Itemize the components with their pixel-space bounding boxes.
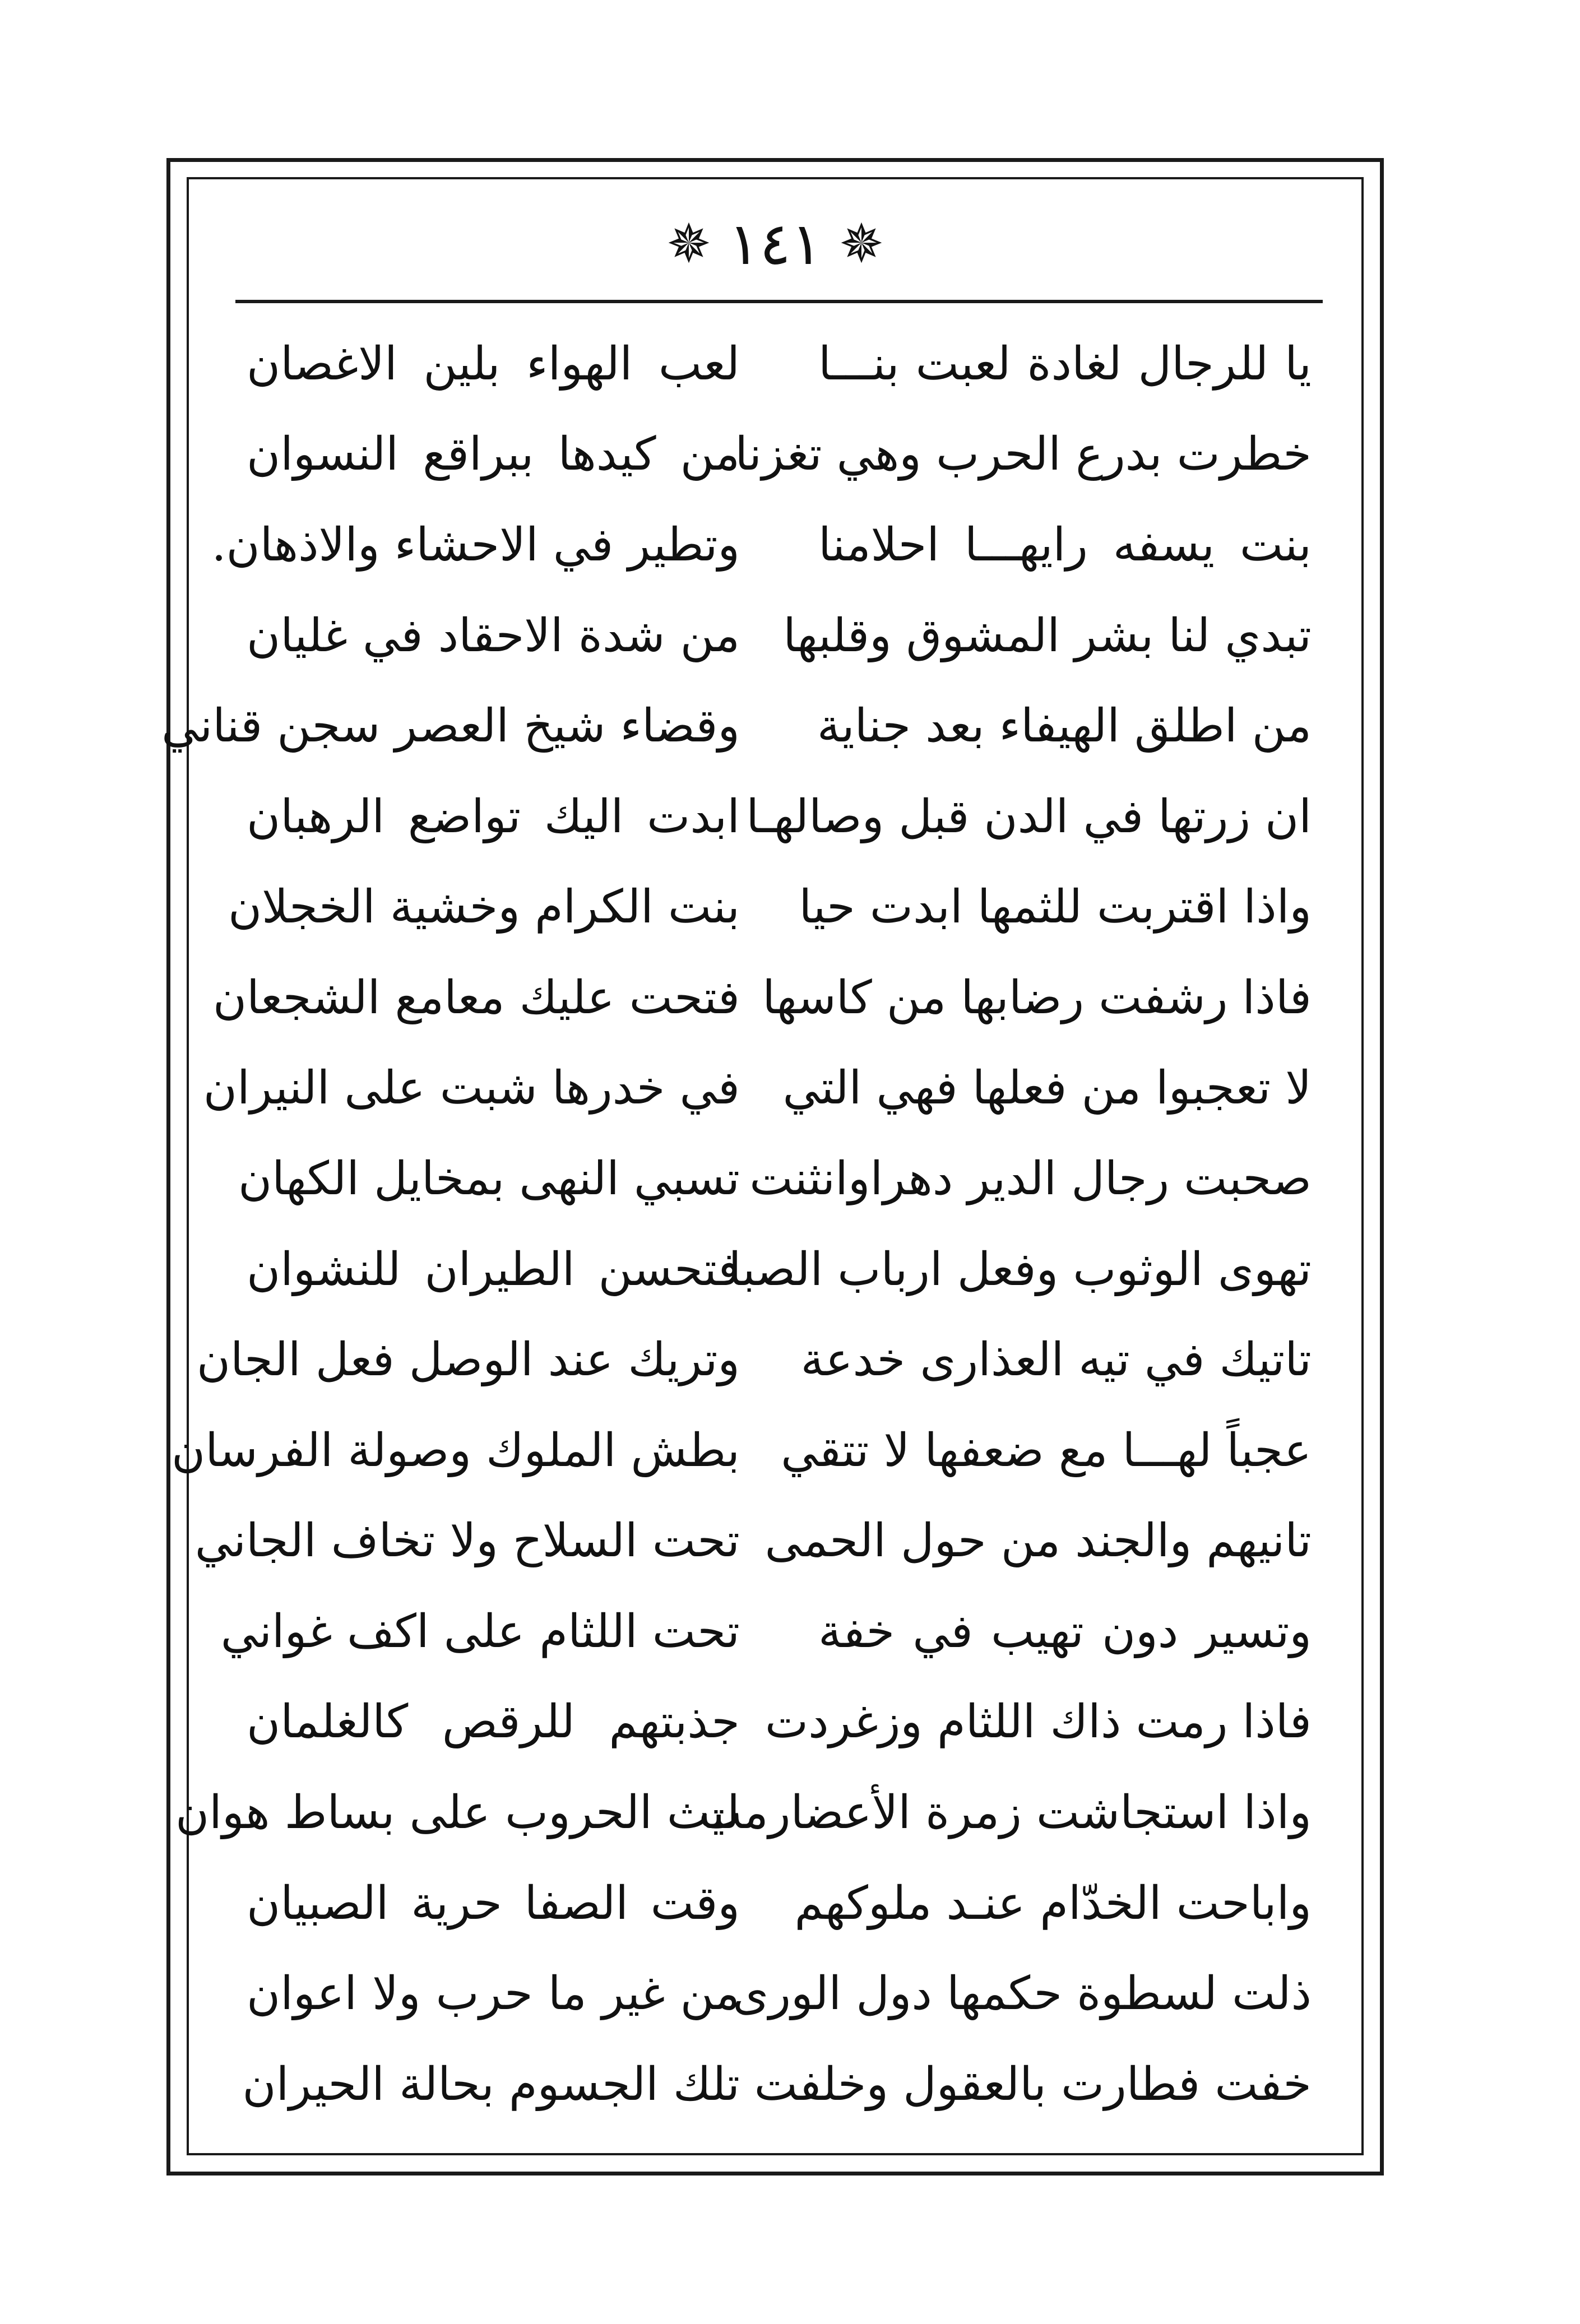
- verse-first-hemistich: تبدي لنا بشر المشوق وقلبها: [783, 609, 1312, 662]
- verse-first-hemistich: صحبت رجال الدير دهراوانثنت: [749, 1152, 1312, 1205]
- verse-second-hemistich: وتريك عند الوصل فعل الجان: [196, 1333, 740, 1387]
- ornament-right-icon: ✵: [838, 212, 884, 275]
- verse-first-hemistich: يا للرجال لغادة لعبت بنـــا: [818, 337, 1312, 391]
- verse-line: [247, 325, 1312, 403]
- verse-first-hemistich: فاذا رشفت رضابها من كاسها: [762, 971, 1312, 1024]
- verse-line: [171, 1412, 1312, 1490]
- verse-second-hemistich: فتحسن الطيران للنشوان: [247, 1242, 740, 1296]
- verse-line: [247, 597, 1312, 675]
- verse-first-hemistich: واذا اقتربت للثمها ابدت حيا: [799, 880, 1312, 934]
- verse-line: [161, 687, 1312, 766]
- verse-line: [247, 1231, 1312, 1309]
- verse-line: [238, 1140, 1312, 1218]
- verse-second-hemistich: بطش الملوك وصولة الفرسان: [171, 1423, 740, 1477]
- page-number: ١٤١: [728, 210, 822, 278]
- verse-second-hemistich: وقضاء شيخ العصر سجن قناني: [161, 699, 740, 753]
- poem-body: [161, 325, 1312, 2124]
- ornament-left-icon: ✵: [666, 212, 712, 275]
- verse-first-hemistich: ان زرتها في الدن قبل وصالهـا: [746, 790, 1312, 843]
- verse-line: [247, 1864, 1312, 1943]
- verse-line: [247, 1683, 1312, 1762]
- verse-first-hemistich: تهوى الوثوب وفعل ارباب الصبا: [728, 1242, 1312, 1296]
- verse-first-hemistich: بنت يسفه رايهـــا احلامنا: [818, 518, 1312, 572]
- verse-line: [212, 959, 1312, 1037]
- verse-second-hemistich: تسبي النهى بمخايل الكهان: [238, 1152, 740, 1205]
- verse-first-hemistich: تانيهم والجند من حول الحمى: [764, 1514, 1312, 1568]
- verse-second-hemistich: تحت اللثام على اكف غواني: [220, 1604, 740, 1658]
- verse-line: [211, 506, 1312, 585]
- verse-first-hemistich: خطرت بدرع الحرب وهي تغزنا: [735, 428, 1312, 481]
- verse-first-hemistich: خفت فطارت بالعقول وخلفت: [754, 2057, 1312, 2111]
- verse-first-hemistich: عجباً لهـــا مع ضعفها لا تتقي: [781, 1423, 1312, 1477]
- verse-line: [247, 1955, 1312, 2033]
- verse-first-hemistich: تاتيك في تيه العذارى خدعة: [800, 1333, 1312, 1387]
- verse-second-hemistich: ليث الحروب على بساط هوان: [175, 1786, 740, 1840]
- verse-line: [220, 1593, 1312, 1671]
- verse-second-hemistich: فتحت عليك معامع الشجعان: [212, 971, 740, 1024]
- verse-second-hemistich: لعب الهواء بلين الاغصان: [247, 337, 740, 391]
- verse-first-hemistich: وتسير دون تهيب في خفة: [818, 1604, 1312, 1658]
- header-divider: [235, 300, 1323, 303]
- verse-second-hemistich: من شدة الاحقاد في غليان: [247, 609, 740, 662]
- verse-second-hemistich: ابدت اليك تواضع الرهبان: [247, 790, 740, 843]
- verse-first-hemistich: فاذا رمت ذاك اللثام وزغردت: [764, 1695, 1312, 1749]
- verse-line: [196, 1321, 1312, 1399]
- verse-line: [175, 1774, 1312, 1852]
- verse-second-hemistich: في خدرها شبت على النيران: [203, 1061, 740, 1115]
- verse-first-hemistich: واذا استجاشت زمرة الأعضارمت: [698, 1786, 1312, 1840]
- verse-first-hemistich: من اطلق الهيفاء بعد جناية: [817, 699, 1312, 753]
- verse-line: [194, 1502, 1312, 1581]
- verse-line: [242, 2045, 1312, 2124]
- verse-second-hemistich: بنت الكرام وخشية الخجلان: [228, 880, 740, 934]
- verse-second-hemistich: من كيدها ببراقع النسوان: [247, 428, 740, 481]
- verse-second-hemistich: وقت الصفا حرية الصبيان: [247, 1876, 740, 1930]
- verse-line: [203, 1050, 1312, 1128]
- verse-first-hemistich: ذلت لسطوة حكمها دول الورى: [733, 1967, 1312, 2021]
- verse-first-hemistich: واباحت الخدّام عنـد ملوكهم: [794, 1876, 1312, 1930]
- verse-first-hemistich: لا تعجبوا من فعلها فهي التي: [782, 1061, 1312, 1115]
- verse-second-hemistich: جذبتهم للرقص كالغلمان: [247, 1695, 740, 1749]
- verse-second-hemistich: وتطير في الاحشاء والاذهان.: [211, 518, 740, 572]
- verse-line: [228, 868, 1312, 947]
- verse-line: [247, 416, 1312, 494]
- page-header: [187, 202, 1364, 286]
- verse-line: [247, 778, 1312, 856]
- verse-second-hemistich: من غير ما حرب ولا اعوان: [247, 1967, 740, 2021]
- verse-second-hemistich: تحت السلاح ولا تخاف الجاني: [194, 1514, 740, 1568]
- verse-second-hemistich: تلك الجسوم بحالة الحيران: [242, 2057, 740, 2111]
